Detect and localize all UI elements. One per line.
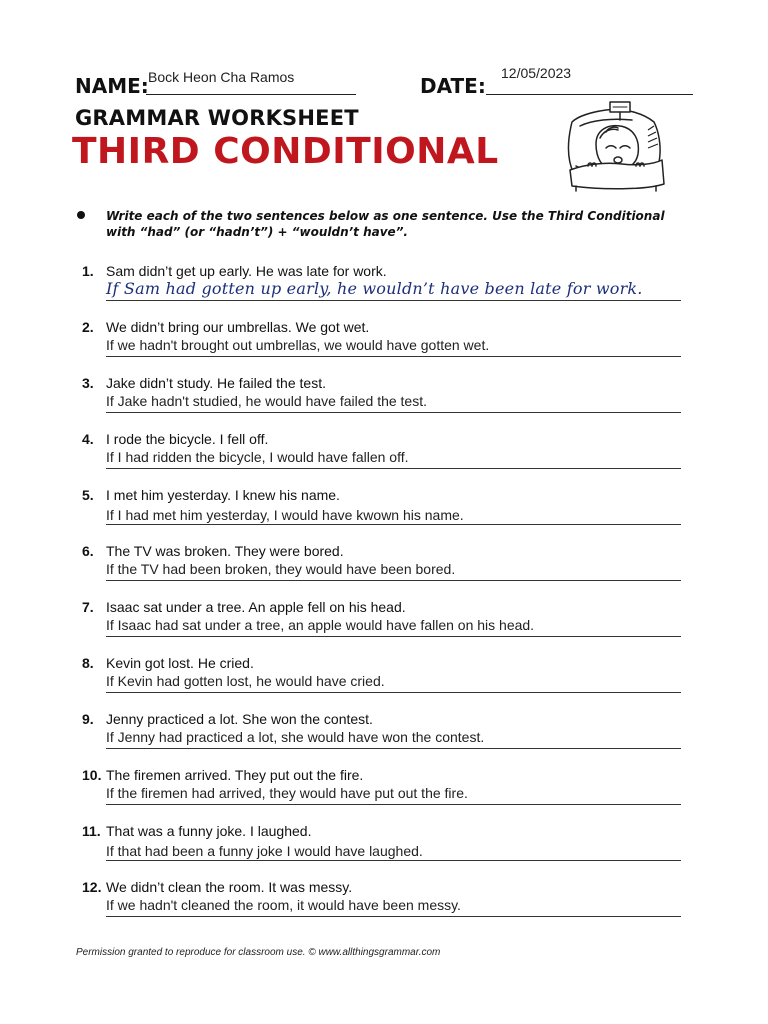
item-number: 10. bbox=[82, 767, 102, 783]
item-number: 11. bbox=[82, 823, 101, 839]
bullet-dot bbox=[77, 211, 85, 219]
answer-underline bbox=[106, 636, 681, 637]
answer-underline bbox=[106, 580, 681, 581]
date-underline bbox=[486, 94, 693, 95]
item-prompt: Jake didn’t study. He failed the test. bbox=[106, 375, 326, 391]
answer-underline bbox=[106, 300, 681, 301]
answer-underline bbox=[106, 916, 681, 917]
item-number: 12. bbox=[82, 879, 102, 895]
answer-underline bbox=[106, 804, 681, 805]
footer-permission: Permission granted to reproduce for classroom use. © www.allthingsgrammar.com bbox=[76, 947, 441, 958]
item-prompt: We didn’t bring our umbrellas. We got wet. bbox=[106, 319, 370, 335]
item-answer[interactable]: If Jake hadn't studied, he would have failed the test. bbox=[106, 393, 427, 409]
instructions: Write each of the two sentences below as one sentence. Use the Third Conditional with “had” (or “hadn’t”) + “wouldn’t have”. bbox=[106, 209, 665, 239]
item-prompt: I rode the bicycle. I fell off. bbox=[106, 431, 269, 447]
item-answer[interactable]: If that had been a funny joke I would have laughed. bbox=[106, 843, 423, 859]
item-prompt: That was a funny joke. I laughed. bbox=[106, 823, 312, 839]
name-underline bbox=[146, 94, 356, 95]
item-prompt: We didn’t clean the room. It was messy. bbox=[106, 879, 353, 895]
item-number: 2. bbox=[82, 319, 94, 335]
worksheet-title: GRAMMAR WORKSHEET bbox=[75, 106, 359, 130]
answer-underline bbox=[106, 860, 681, 861]
item-number: 5. bbox=[82, 487, 94, 503]
item-prompt: Kevin got lost. He cried. bbox=[106, 655, 254, 671]
sleeping-person-in-bed-icon bbox=[562, 100, 668, 192]
item-answer[interactable]: If we hadn't brought out umbrellas, we would have gotten wet. bbox=[106, 337, 490, 353]
item-prompt: The firemen arrived. They put out the fire. bbox=[106, 767, 364, 783]
item-answer[interactable]: If I had met him yesterday, I would have kwown his name. bbox=[106, 507, 464, 523]
answer-underline bbox=[106, 412, 681, 413]
item-answer[interactable]: If I had ridden the bicycle, I would have fallen off. bbox=[106, 449, 409, 465]
item-number: 7. bbox=[82, 599, 94, 615]
item-answer[interactable]: If the firemen had arrived, they would have put out the fire. bbox=[106, 785, 468, 801]
date-value[interactable]: 12/05/2023 bbox=[501, 65, 572, 81]
item-answer[interactable]: If the TV had been broken, they would have been bored. bbox=[106, 561, 456, 577]
item-prompt: Isaac sat under a tree. An apple fell on his head. bbox=[106, 599, 406, 615]
item-answer[interactable]: If we hadn't cleaned the room, it would have been messy. bbox=[106, 897, 461, 913]
item-number: 8. bbox=[82, 655, 94, 671]
item-prompt: I met him yesterday. I knew his name. bbox=[106, 487, 340, 503]
worksheet-subtitle: THIRD CONDITIONAL bbox=[72, 131, 499, 172]
date-label: DATE: bbox=[420, 74, 486, 98]
name-label: NAME: bbox=[75, 74, 149, 98]
answer-underline bbox=[106, 692, 681, 693]
item-number: 3. bbox=[82, 375, 94, 391]
item-number: 6. bbox=[82, 543, 94, 559]
name-value[interactable]: Bock Heon Cha Ramos bbox=[148, 69, 295, 85]
answer-underline bbox=[106, 524, 681, 525]
answer-underline bbox=[106, 748, 681, 749]
answer-underline bbox=[106, 356, 681, 357]
item-answer[interactable]: If Jenny had practiced a lot, she would have won the contest. bbox=[106, 729, 485, 745]
answer-underline bbox=[106, 468, 681, 469]
item-prompt: The TV was broken. They were bored. bbox=[106, 543, 344, 559]
item-number: 4. bbox=[82, 431, 94, 447]
item-number: 1. bbox=[82, 263, 94, 279]
item-answer[interactable]: If Kevin had gotten lost, he would have cried. bbox=[106, 673, 385, 689]
item-answer[interactable]: If Isaac had sat under a tree, an apple would have fallen on his head. bbox=[106, 617, 535, 633]
item-number: 9. bbox=[82, 711, 94, 727]
item-prompt: Sam didn’t get up early. He was late for work. bbox=[106, 263, 387, 279]
item-answer[interactable]: If Sam had gotten up early, he wouldn’t have been late for work. bbox=[106, 279, 643, 298]
item-prompt: Jenny practiced a lot. She won the contest. bbox=[106, 711, 373, 727]
